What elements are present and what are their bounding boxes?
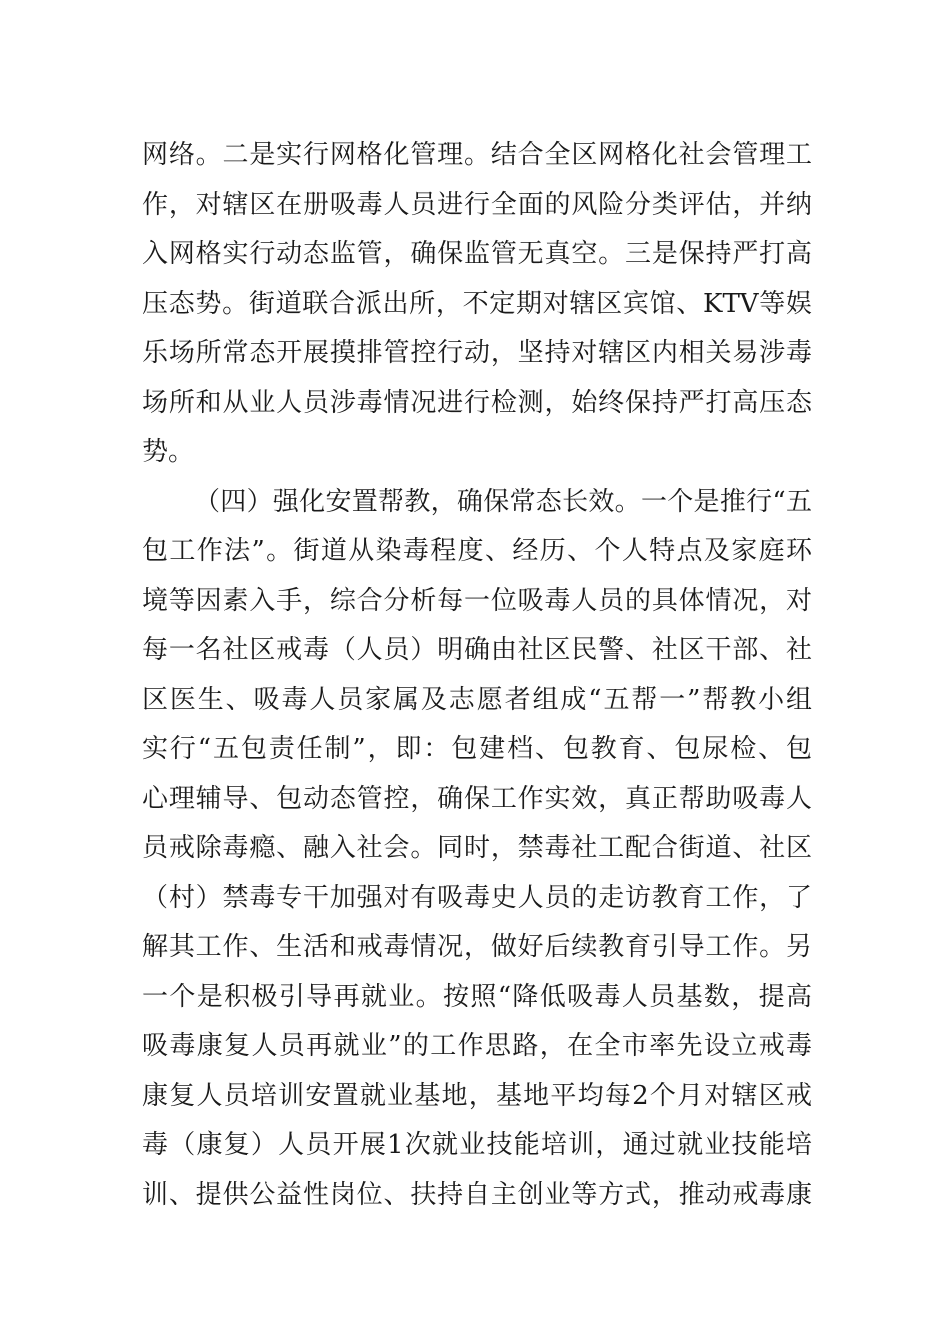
section-heading-line: （四）强化安置帮教，确保常态长效。一个是推行“五 [194, 487, 812, 517]
paragraph-line: 一个是积极引导再就业。按照“降低吸毒人员基数，提高 [142, 982, 812, 1012]
paragraph-line: 网络。二是实行网格化管理。结合全区网格化社会管理工 [142, 140, 812, 170]
paragraph-line: 区医生、吸毒人员家属及志愿者组成“五帮一”帮教小组 [142, 685, 812, 715]
paragraph-line: 压态势。街道联合派出所，不定期对辖区宾馆、KTV等娱 [142, 289, 812, 319]
paragraph-line: 入网格实行动态监管，确保监管无真空。三是保持严打高 [142, 239, 812, 269]
paragraph-line: 解其工作、生活和戒毒情况，做好后续教育引导工作。另 [142, 932, 812, 962]
paragraph-line: 实行“五包责任制”，即：包建档、包教育、包尿检、包 [142, 734, 812, 764]
paragraph-line: （村）禁毒专干加强对有吸毒史人员的走访教育工作，了 [142, 883, 812, 913]
paragraph-line: 乐场所常态开展摸排管控行动，坚持对辖区内相关易涉毒 [142, 338, 812, 368]
paragraph-line: 训、提供公益性岗位、扶持自主创业等方式，推动戒毒康 [142, 1180, 812, 1210]
paragraph-line: 康复人员培训安置就业基地，基地平均每2个月对辖区戒 [142, 1081, 812, 1111]
paragraph-line: 员戒除毒瘾、融入社会。同时，禁毒社工配合街道、社区 [142, 833, 812, 863]
paragraph-line: 场所和从业人员涉毒情况进行检测，始终保持严打高压态 [142, 388, 812, 418]
paragraph-line: 包工作法”。街道从染毒程度、经历、个人特点及家庭环 [142, 536, 812, 566]
paragraph-line: 作，对辖区在册吸毒人员进行全面的风险分类评估，并纳 [142, 190, 812, 220]
paragraph-line: 吸毒康复人员再就业”的工作思路，在全市率先设立戒毒 [142, 1031, 812, 1061]
paragraph-line: 毒（康复）人员开展1次就业技能培训，通过就业技能培 [142, 1130, 812, 1160]
paragraph-line: 每一名社区戒毒（人员）明确由社区民警、社区干部、社 [142, 635, 812, 665]
paragraph-line: 境等因素入手，综合分析每一位吸毒人员的具体情况，对 [142, 586, 812, 616]
paragraph-line: 心理辅导、包动态管控，确保工作实效，真正帮助吸毒人 [142, 784, 812, 814]
paragraph-line: 势。 [142, 437, 195, 467]
